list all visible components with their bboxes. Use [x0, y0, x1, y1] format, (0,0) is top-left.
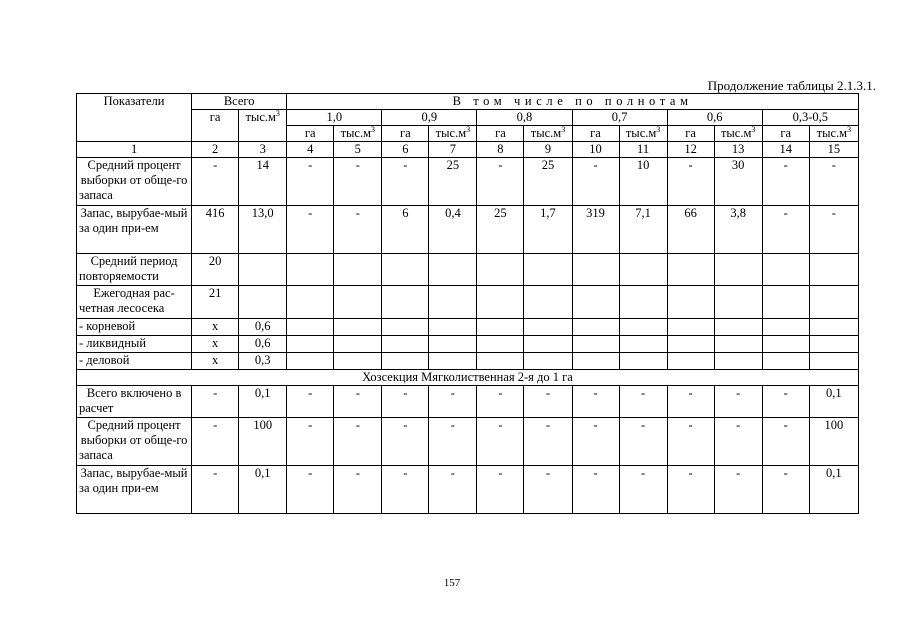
row-label: Ежегодная рас-четная лесосека	[77, 286, 192, 319]
data-table	[76, 93, 859, 514]
table-cell: 6	[382, 206, 429, 254]
table-cell: 25	[524, 158, 572, 206]
table-cell: 100	[239, 418, 287, 466]
table-cell: -	[667, 466, 714, 514]
table-cell: -	[572, 418, 619, 466]
table-cell	[619, 319, 667, 336]
table-row	[77, 353, 859, 370]
table-cell: 0,1	[239, 466, 287, 514]
table-cell	[239, 254, 287, 286]
column-number: 7	[429, 142, 477, 158]
table-cell	[429, 254, 477, 286]
table-cell: 14	[239, 158, 287, 206]
column-number: 4	[287, 142, 334, 158]
table-row	[77, 386, 859, 418]
table-cell	[619, 353, 667, 370]
table-cell: -	[524, 386, 572, 418]
table-cell: 21	[192, 286, 239, 319]
table-cell: -	[334, 386, 382, 418]
header-total-ha: га	[192, 110, 239, 142]
table-cell	[809, 353, 858, 370]
table-cell	[382, 336, 429, 353]
row-label: Средний период повторяемости	[77, 254, 192, 286]
header-sub-ths: $тыс.м^3$	[619, 126, 667, 142]
table-cell: 0,6	[239, 319, 287, 336]
table-cell	[667, 353, 714, 370]
table-cell	[287, 286, 334, 319]
section-title: Хозсекция Мягколиственная 2-я до 1 га	[77, 370, 859, 386]
table-cell: -	[762, 386, 809, 418]
table-cell: -	[524, 418, 572, 466]
table-cell	[572, 254, 619, 286]
table-cell: 20	[192, 254, 239, 286]
table-cell: 0,3	[239, 353, 287, 370]
table-cell	[619, 254, 667, 286]
table-cell: -	[762, 206, 809, 254]
header-row-1	[77, 94, 859, 110]
row-label: - корневой	[77, 319, 192, 336]
header-density: 0,3-0,5	[762, 110, 858, 126]
table-cell: -	[809, 158, 858, 206]
header-total-ths: $тыс.м^3$	[239, 110, 287, 142]
table-cell	[334, 336, 382, 353]
table-cell	[524, 336, 572, 353]
header-density: 1,0	[287, 110, 382, 126]
table-cell: 0,1	[239, 386, 287, 418]
column-number: 10	[572, 142, 619, 158]
table-cell: 0,4	[429, 206, 477, 254]
table-cell	[382, 254, 429, 286]
table-cell	[334, 319, 382, 336]
table-cell: -	[619, 466, 667, 514]
table-cell	[429, 286, 477, 319]
table-cell: 66	[667, 206, 714, 254]
table-cell	[287, 254, 334, 286]
table-cell	[619, 286, 667, 319]
table-cell: х	[192, 353, 239, 370]
header-sub-ths: $тыс.м^3$	[334, 126, 382, 142]
row-label: Всего включено в расчет	[77, 386, 192, 418]
table-row	[77, 254, 859, 286]
column-number: 1	[77, 142, 192, 158]
table-cell: 30	[714, 158, 762, 206]
table-cell	[334, 254, 382, 286]
table-cell	[429, 319, 477, 336]
table-cell: х	[192, 336, 239, 353]
table-cell: х	[192, 319, 239, 336]
table-cell	[429, 336, 477, 353]
header-sub-ths: $тыс.м^3$	[524, 126, 572, 142]
table-cell: -	[809, 206, 858, 254]
table-cell	[287, 336, 334, 353]
table-row	[77, 286, 859, 319]
table-cell: 7,1	[619, 206, 667, 254]
table-cell	[477, 336, 524, 353]
header-density: 0,9	[382, 110, 477, 126]
page-number: 157	[443, 577, 461, 589]
header-sub-ths: $тыс.м^3$	[809, 126, 858, 142]
table-cell	[477, 353, 524, 370]
table-cell: -	[714, 386, 762, 418]
table-cell: -	[287, 206, 334, 254]
table-cell	[429, 353, 477, 370]
table-cell: 25	[477, 206, 524, 254]
table-cell: -	[192, 386, 239, 418]
header-density: 0,6	[667, 110, 762, 126]
table-cell: -	[287, 386, 334, 418]
row-label: Запас, вырубае-мый за один при-ем	[77, 206, 192, 254]
table-cell: 100	[809, 418, 858, 466]
table-cell	[382, 319, 429, 336]
table-cell: -	[667, 386, 714, 418]
table-cell: -	[477, 418, 524, 466]
column-number: 6	[382, 142, 429, 158]
column-number: 3	[239, 142, 287, 158]
header-indicators: Показатели	[77, 94, 192, 142]
table-cell	[619, 336, 667, 353]
section-row	[77, 370, 859, 386]
table-cell	[809, 336, 858, 353]
header-row-2	[77, 110, 859, 126]
row-label: Средний процент выборки от обще-го запаса	[77, 418, 192, 466]
table-cell	[762, 319, 809, 336]
table-cell: -	[429, 466, 477, 514]
table-cell	[334, 286, 382, 319]
column-number: 15	[809, 142, 858, 158]
header-density: 0,8	[477, 110, 572, 126]
column-number: 12	[667, 142, 714, 158]
header-sub-ha: га	[287, 126, 334, 142]
table-cell: 3,8	[714, 206, 762, 254]
table-cell	[667, 286, 714, 319]
column-number: 9	[524, 142, 572, 158]
table-cell	[572, 336, 619, 353]
table-cell: -	[572, 158, 619, 206]
table-cell: -	[334, 418, 382, 466]
header-sub-ha: га	[667, 126, 714, 142]
table-cell: -	[667, 158, 714, 206]
row-label: - ликвидный	[77, 336, 192, 353]
table-row	[77, 319, 859, 336]
table-cell: -	[334, 466, 382, 514]
header-sub-ha: га	[477, 126, 524, 142]
table-cell	[477, 319, 524, 336]
table-cell	[762, 336, 809, 353]
table-cell	[667, 254, 714, 286]
table-cell: -	[192, 158, 239, 206]
table-row	[77, 418, 859, 466]
table-cell	[809, 319, 858, 336]
row-label: Средний процент выборки от обще-го запаса	[77, 158, 192, 206]
table-cell	[714, 319, 762, 336]
table-cell: -	[192, 466, 239, 514]
table-cell: -	[714, 418, 762, 466]
table-cell: -	[667, 418, 714, 466]
table-cell: 0,6	[239, 336, 287, 353]
table-cell: -	[287, 466, 334, 514]
table-cell: -	[192, 418, 239, 466]
header-density: 0,7	[572, 110, 667, 126]
table-cell: -	[477, 466, 524, 514]
table-cell	[762, 286, 809, 319]
table-cell	[287, 353, 334, 370]
table-cell: 416	[192, 206, 239, 254]
table-cell: -	[524, 466, 572, 514]
column-number: 2	[192, 142, 239, 158]
table-cell	[714, 254, 762, 286]
header-sub-ha: га	[762, 126, 809, 142]
table-row	[77, 158, 859, 206]
table-cell: -	[334, 158, 382, 206]
column-number: 14	[762, 142, 809, 158]
table-cell	[382, 286, 429, 319]
table-caption: Продолжение таблицы 2.1.3.1.	[707, 78, 876, 93]
table-cell	[287, 319, 334, 336]
row-label: Запас, вырубае-мый за один при-ем	[77, 466, 192, 514]
table-cell	[572, 353, 619, 370]
table-cell: -	[429, 418, 477, 466]
table-cell	[667, 336, 714, 353]
header-sub-ha: га	[382, 126, 429, 142]
table-cell	[572, 319, 619, 336]
table-cell: -	[572, 466, 619, 514]
table-cell: -	[619, 418, 667, 466]
table-cell: -	[477, 386, 524, 418]
table-cell	[524, 319, 572, 336]
table-row	[77, 336, 859, 353]
table-row	[77, 466, 859, 514]
table-cell: 25	[429, 158, 477, 206]
column-number-row	[77, 142, 859, 158]
table-cell	[714, 286, 762, 319]
column-number: 8	[477, 142, 524, 158]
table-cell: 0,1	[809, 386, 858, 418]
table-cell	[572, 286, 619, 319]
table-cell	[382, 353, 429, 370]
table-cell: -	[334, 206, 382, 254]
table-cell: -	[572, 386, 619, 418]
header-sub-ths: $тыс.м^3$	[429, 126, 477, 142]
column-number: 11	[619, 142, 667, 158]
header-total: Всего	[192, 94, 287, 110]
table-cell	[524, 254, 572, 286]
header-by-density: В том числе по полнотам	[287, 94, 859, 110]
table-cell: 319	[572, 206, 619, 254]
table-cell: -	[382, 418, 429, 466]
table-cell: -	[477, 158, 524, 206]
table-cell: 10	[619, 158, 667, 206]
table-cell	[239, 286, 287, 319]
column-number: 5	[334, 142, 382, 158]
table-row	[77, 206, 859, 254]
table-cell	[809, 254, 858, 286]
table-cell: -	[714, 466, 762, 514]
table-cell: -	[762, 158, 809, 206]
table-cell: 1,7	[524, 206, 572, 254]
table-cell: -	[287, 418, 334, 466]
table-cell: -	[382, 158, 429, 206]
table-cell: -	[382, 466, 429, 514]
table-cell: -	[762, 466, 809, 514]
table-cell	[809, 286, 858, 319]
table-cell: 0,1	[809, 466, 858, 514]
table-cell: -	[762, 418, 809, 466]
table-cell	[667, 319, 714, 336]
header-sub-ha: га	[572, 126, 619, 142]
table-cell	[714, 353, 762, 370]
table-cell	[524, 286, 572, 319]
table-cell	[762, 254, 809, 286]
table-cell: 13,0	[239, 206, 287, 254]
table-cell	[334, 353, 382, 370]
table-cell	[477, 286, 524, 319]
column-number: 13	[714, 142, 762, 158]
table-cell	[714, 336, 762, 353]
table-cell: -	[287, 158, 334, 206]
table-cell: -	[619, 386, 667, 418]
table-cell: -	[382, 386, 429, 418]
row-label: - деловой	[77, 353, 192, 370]
table-cell	[477, 254, 524, 286]
table-cell	[762, 353, 809, 370]
table-cell	[524, 353, 572, 370]
table-cell: -	[429, 386, 477, 418]
header-sub-ths: $тыс.м^3$	[714, 126, 762, 142]
